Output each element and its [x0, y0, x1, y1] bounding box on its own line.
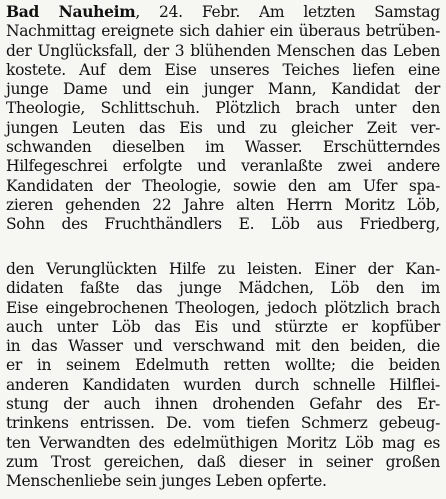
article-line: den Verunglückten Hilfe zu leisten. Einer der Kan- [6, 260, 440, 278]
article-line: didaten faßte das junge Mädchen, Löb den im [6, 279, 440, 298]
article-line: zieren gehenden 22 Jahre alten Herrn Moritz Löb, [6, 195, 440, 214]
article-line: Hilfegeschrei erfolgte und veranlaßte zwei andere [6, 157, 440, 176]
article-line: in das Wasser und verschwand mit den beiden, die [6, 337, 440, 356]
article-part-1 [6, 2, 440, 235]
article-line: jungen Leuten das Eis und zu gleicher Zeit ver- [6, 118, 440, 137]
article-line: Kandidaten der Theologie, sowie den am Ufer spa- [6, 176, 440, 195]
article-part-2 [6, 260, 440, 492]
article-line: ten Verwandten des edelmüthigen Moritz Löb mag es [6, 433, 440, 452]
article-dateline: , 24. Febr. [135, 3, 240, 21]
article-line: stung der auch ihnen drohenden Gefahr des Er- [6, 395, 440, 414]
column-divider [0, 246, 446, 254]
article-line: Nachmittag ereignete sich dahier ein überaus betrüben- [6, 22, 440, 41]
article-line: er in seinem Edelmuth retten wollte; die beiden [6, 356, 440, 375]
article-line: zum Trost gereichen, daß dieser in seiner großen [6, 452, 440, 471]
article-line: anderen Kandidaten wurden durch schnelle Hilflei- [6, 375, 440, 394]
article-line [6, 2, 440, 22]
article-line: der Unglücksfall, der 3 blühenden Menschen das Leben [6, 41, 440, 60]
article-line: schwanden dieselben im Wasser. Erschütterndes [6, 138, 440, 157]
article-line: Sohn des Fruchthändlers E. Löb aus Friedberg, [6, 215, 440, 234]
article-line: Eise eingebrochenen Theologen, jedoch plötzlich brach [6, 298, 440, 317]
article-line: junge Dame und ein junger Mann, Kandidat der [6, 80, 440, 99]
article-line: kostete. Auf dem Eise unseres Teiches liefen eine [6, 60, 440, 79]
article-line: Theologie, Schlittschuh. Plötzlich brach unter den [6, 99, 440, 118]
article-line: Menschenliebe sein junges Leben opferte. [6, 472, 327, 491]
article-line: auch unter Löb das Eis und stürzte er kopfüber [6, 317, 440, 336]
article-line: trinkens entrissen. De. vom tiefen Schmerz gebeug- [6, 414, 440, 433]
article-text: Am letzten Samstag [259, 3, 440, 21]
article-place: Bad Nauheim [6, 2, 136, 21]
